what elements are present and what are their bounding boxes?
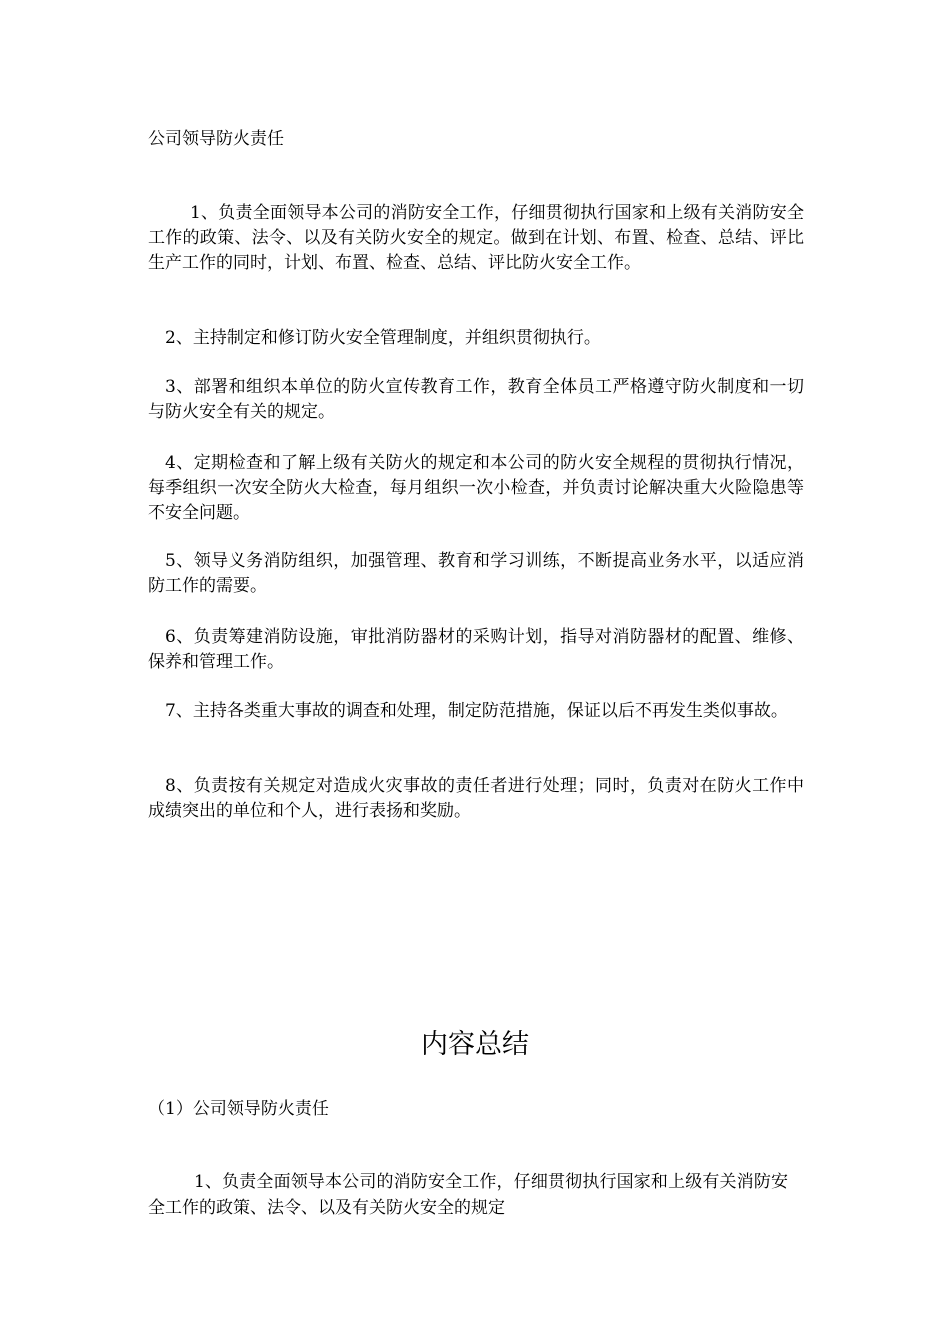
- paragraph-8: 8、负责按有关规定对造成火灾事故的责任者进行处理；同时，负责对在防火工作中成绩突出的单位和个人，进行表扬和奖励。: [148, 776, 804, 821]
- document-title: 公司领导防火责任: [148, 129, 284, 149]
- paragraph-1: 1、负责全面领导本公司的消防安全工作，仔细贯彻执行国家和上级有关消防安全工作的政策、法令、以及有关防火安全的规定。做到在计划、布置、检查、总结、评比生产工作的同时，计划、布置、检查、总结、评比防火安全工作。: [148, 203, 804, 273]
- paragraph-4: 4、定期检查和了解上级有关防火的规定和本公司的防火安全规程的贯彻执行情况，每季组织一次安全防火大检查，每月组织一次小检查，并负责讨论解决重大火险隐患等不安全问题。: [148, 453, 804, 523]
- summary-heading: 内容总结: [421, 1029, 529, 1060]
- paragraph-6: 6、负责筹建消防设施，审批消防器材的采购计划，指导对消防器材的配置、维修、保养和管理工作。: [148, 627, 804, 672]
- paragraph-5: 5、领导义务消防组织，加强管理、教育和学习训练，不断提高业务水平，以适应消防工作的需要。: [148, 551, 804, 596]
- paragraph-7: 7、主持各类重大事故的调查和处理，制定防范措施，保证以后不再发生类似事故。: [165, 701, 788, 721]
- paragraph-3: 3、部署和组织本单位的防火宣传教育工作，教育全体员工严格遵守防火制度和一切与防火安全有关的规定。: [148, 377, 804, 422]
- summary-subtitle: （1）公司领导防火责任: [148, 1099, 329, 1119]
- paragraph-2: 2、主持制定和修订防火安全管理制度，并组织贯彻执行。: [165, 328, 601, 348]
- summary-paragraph: 1、负责全面领导本公司的消防安全工作，仔细贯彻执行国家和上级有关消防安全工作的政策、法令、以及有关防火安全的规定: [148, 1172, 788, 1218]
